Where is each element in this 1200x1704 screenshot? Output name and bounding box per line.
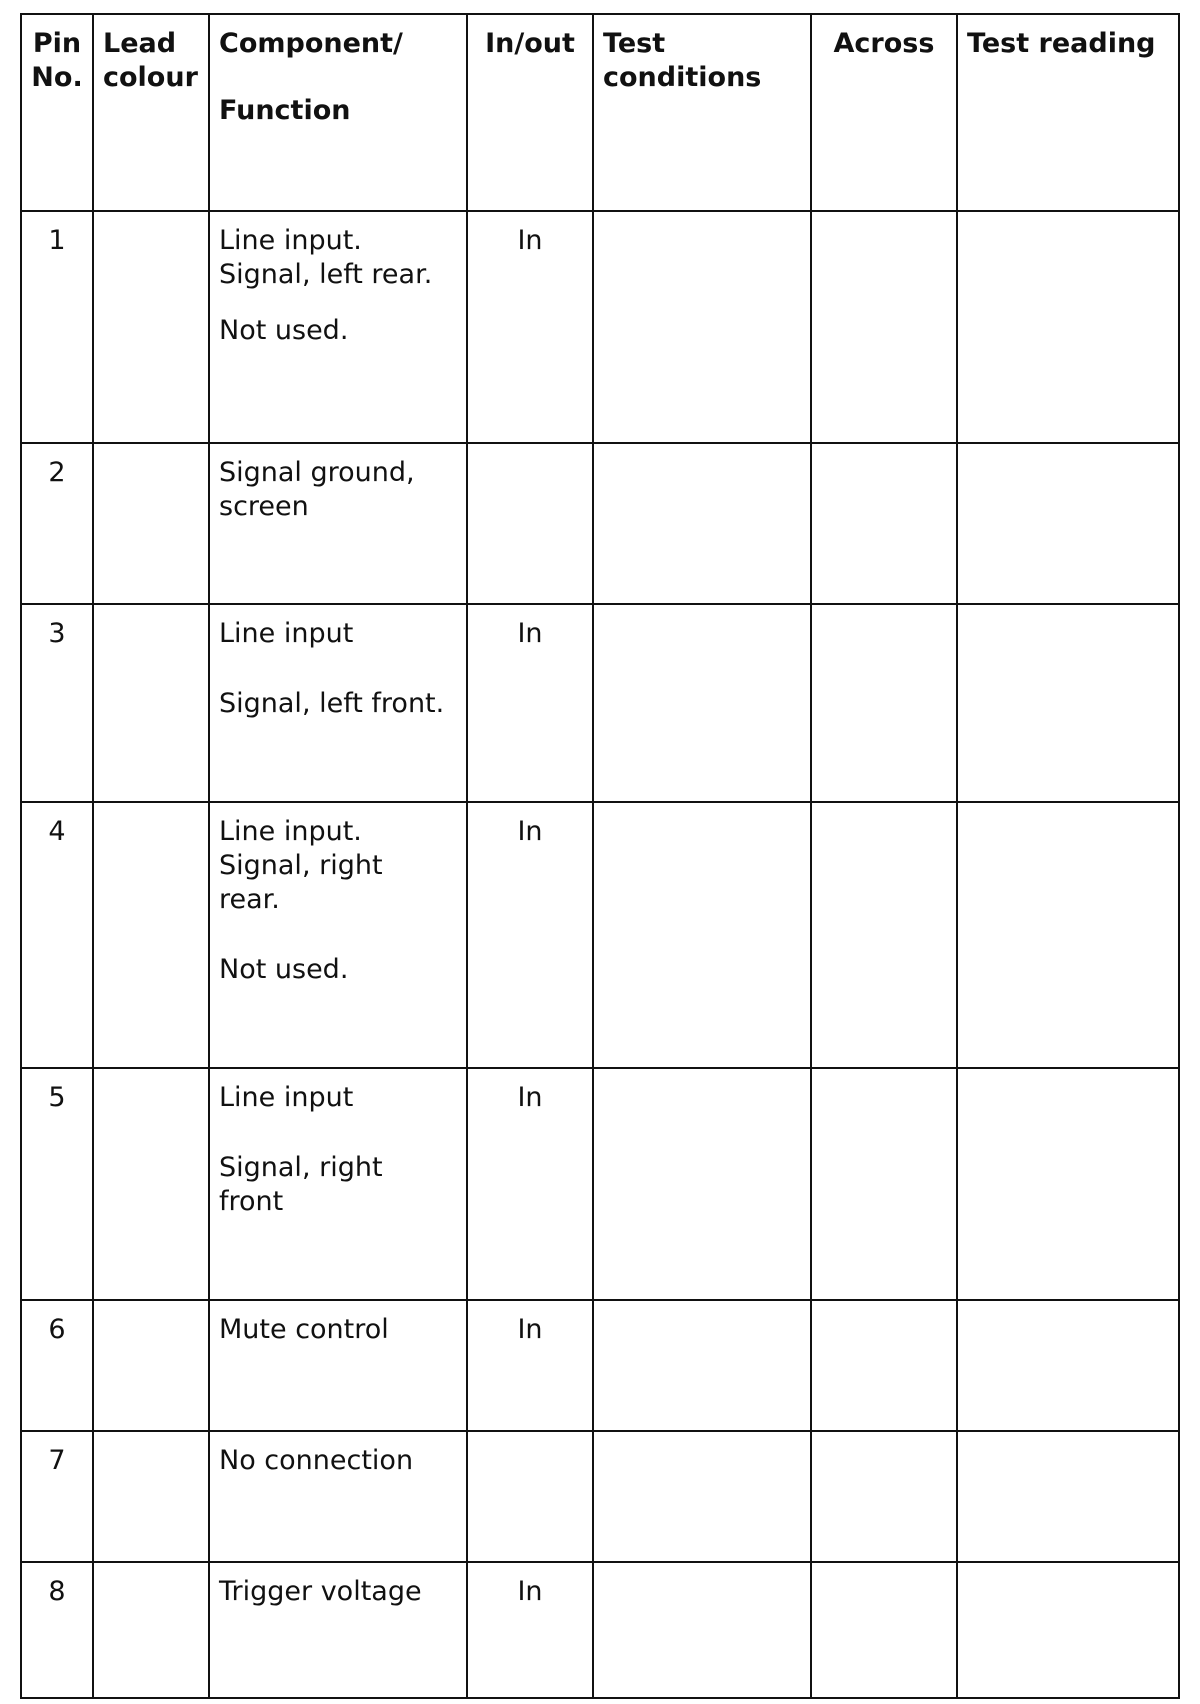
- header-lead-colour: Lead colour: [93, 14, 209, 211]
- component-cell: Signal ground, screen: [209, 443, 467, 605]
- lead-colour-cell: [93, 802, 209, 1068]
- test-conditions-cell: [593, 802, 811, 1068]
- table-row: [21, 604, 1179, 802]
- test-conditions-cell: [593, 443, 811, 605]
- test-reading-cell: [957, 1068, 1179, 1300]
- component-cell: No connection: [209, 1431, 467, 1562]
- across-cell: [811, 1068, 957, 1300]
- pin-number: 1: [21, 211, 93, 443]
- pin-function-table: [20, 13, 1180, 1699]
- across-cell: [811, 443, 957, 605]
- component-cell: Line input Signal, right front: [209, 1068, 467, 1300]
- across-cell: [811, 1300, 957, 1431]
- header-row: [21, 14, 1179, 211]
- header-function: Function: [219, 95, 351, 126]
- header-in-out: In/out: [467, 14, 593, 211]
- lead-colour-cell: [93, 211, 209, 443]
- component-cell: Line input. Signal, left rear. Not used.: [209, 211, 467, 443]
- component-cell: Mute control: [209, 1300, 467, 1431]
- lead-colour-cell: [93, 1068, 209, 1300]
- in-out-cell: [467, 443, 593, 605]
- test-reading-cell: [957, 211, 1179, 443]
- lead-colour-cell: [93, 1431, 209, 1562]
- table-row: [21, 1300, 1179, 1431]
- table-row: [21, 211, 1179, 443]
- test-reading-cell: [957, 1431, 1179, 1562]
- across-cell: [811, 604, 957, 802]
- in-out-cell: In: [467, 802, 593, 1068]
- pin-number: 6: [21, 1300, 93, 1431]
- across-cell: [811, 211, 957, 443]
- component-cell: Line input Signal, left front.: [209, 604, 467, 802]
- header-pin-no: Pin No.: [21, 14, 93, 211]
- test-conditions-cell: [593, 1431, 811, 1562]
- test-reading-cell: [957, 802, 1179, 1068]
- pin-number: 2: [21, 443, 93, 605]
- test-conditions-cell: [593, 604, 811, 802]
- in-out-cell: In: [467, 1562, 593, 1698]
- across-cell: [811, 1431, 957, 1562]
- test-reading-cell: [957, 1562, 1179, 1698]
- pin-number: 3: [21, 604, 93, 802]
- in-out-cell: In: [467, 604, 593, 802]
- test-reading-cell: [957, 604, 1179, 802]
- across-cell: [811, 1562, 957, 1698]
- component-cell: Trigger voltage: [209, 1562, 467, 1698]
- pin-number: 7: [21, 1431, 93, 1562]
- in-out-cell: In: [467, 1300, 593, 1431]
- header-test-reading: Test reading: [957, 14, 1179, 211]
- header-across: Across: [811, 14, 957, 211]
- test-reading-cell: [957, 1300, 1179, 1431]
- in-out-cell: In: [467, 1068, 593, 1300]
- test-conditions-cell: [593, 211, 811, 443]
- across-cell: [811, 802, 957, 1068]
- table-row: [21, 1431, 1179, 1562]
- pin-number: 5: [21, 1068, 93, 1300]
- table-row: [21, 802, 1179, 1068]
- header-test-conditions: Test conditions: [593, 14, 811, 211]
- test-reading-cell: [957, 443, 1179, 605]
- in-out-cell: In: [467, 211, 593, 443]
- test-conditions-cell: [593, 1300, 811, 1431]
- pin-number: 8: [21, 1562, 93, 1698]
- table-row: [21, 1562, 1179, 1698]
- pin-number: 4: [21, 802, 93, 1068]
- table-row: [21, 1068, 1179, 1300]
- test-conditions-cell: [593, 1562, 811, 1698]
- test-conditions-cell: [593, 1068, 811, 1300]
- component-cell: Line input. Signal, right rear. Not used.: [209, 802, 467, 1068]
- table-row: [21, 443, 1179, 605]
- lead-colour-cell: [93, 604, 209, 802]
- in-out-cell: [467, 1431, 593, 1562]
- lead-colour-cell: [93, 443, 209, 605]
- lead-colour-cell: [93, 1562, 209, 1698]
- header-component-function: Component/ Function: [209, 14, 467, 211]
- lead-colour-cell: [93, 1300, 209, 1431]
